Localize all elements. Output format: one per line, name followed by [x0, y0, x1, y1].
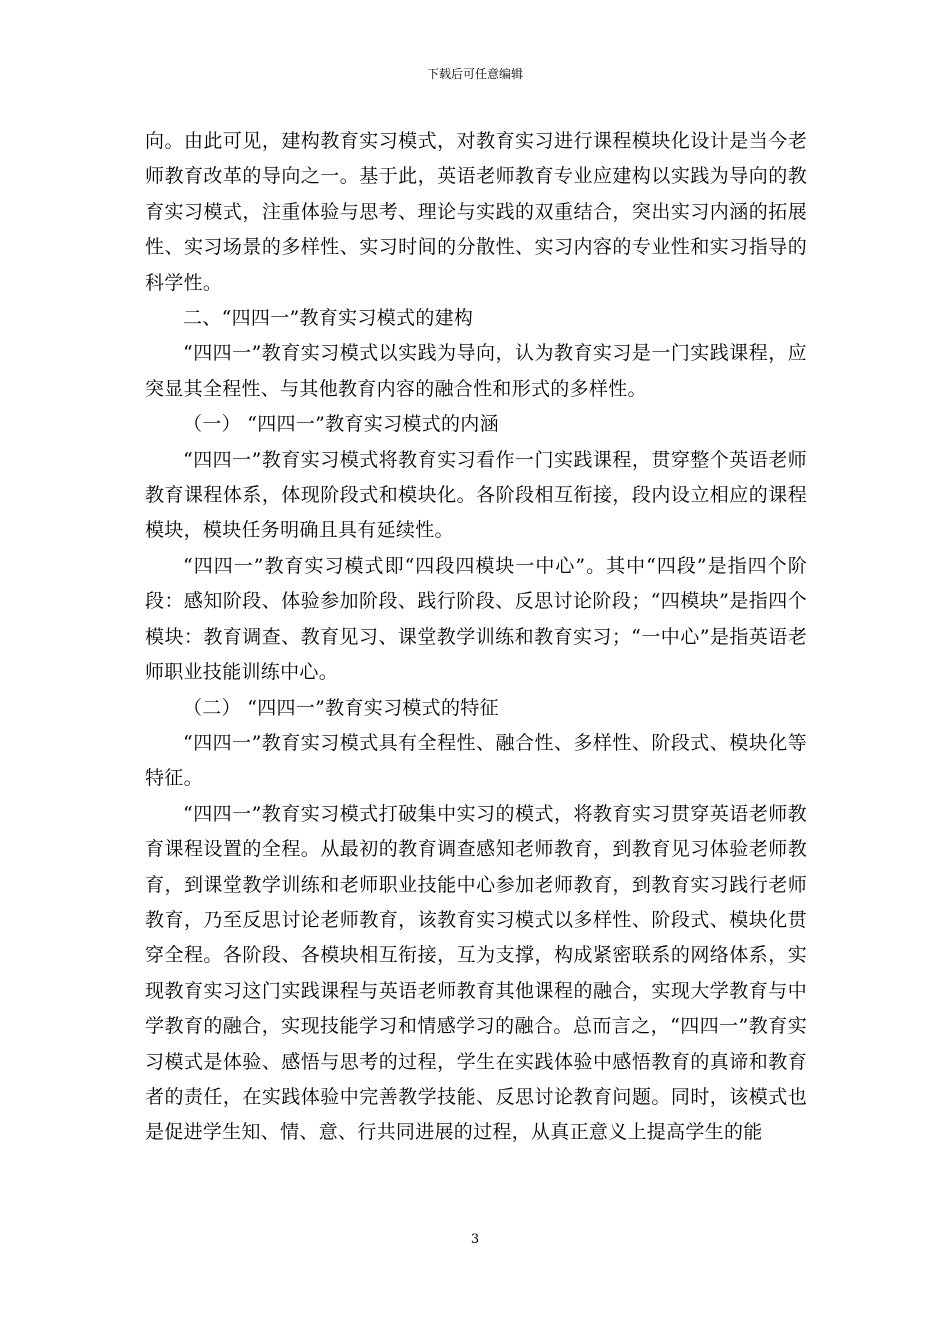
paragraph: “四四一”教育实习模式以实践为导向，认为教育实习是一门实践课程，应突显其全程性、与其他教育内容的融合性和形式的多样性。 [145, 342, 807, 400]
paragraph: “四四一”教育实习模式将教育实习看作一门实践课程，贯穿整个英语老师教育课程体系，体现阶段式和模块化。各阶段相互衔接，段内设立相应的课程模块，模块任务明确且具有延续性。 [145, 448, 807, 542]
subsection-heading-1: （一） “四四一”教育实习模式的内涵 [183, 413, 499, 436]
paragraph-continuation: 向。由此可见，建构教育实习模式，对教育实习进行课程模块化设计是当今老师教育改革的导向之一。基于此，英语老师教育专业应建构以实践为导向的教育实习模式，注重体验与思考、理论与实践的双重结合，突出实习内涵的拓展性、实习场景的多样性、实习时间的分散性、实习内容的专业性和实习指导的科学性。 [145, 130, 807, 294]
section-heading-2: 二、“四四一”教育实习模式的建构 [183, 307, 474, 330]
paragraph: “四四一”教育实习模式具有全程性、融合性、多样性、阶段式、模块化等特征。 [145, 731, 807, 790]
page-number: 3 [470, 1232, 480, 1247]
subsection-heading-2: （二） “四四一”教育实习模式的特征 [183, 696, 499, 719]
paragraph: “四四一”教育实习模式即“四段四模块一中心”。其中“四段”是指四个阶段：感知阶段、体验参加阶段、践行阶段、反思讨论阶段；“四模块”是指四个模块：教育调查、教育见习、课堂教学训练和教育实习；“一中心”是指英语老师职业技能训练中心。 [145, 554, 807, 684]
document-body [145, 124, 807, 1151]
page-header: 下载后可任意编辑 [426, 67, 523, 81]
paragraph: “四四一”教育实习模式打破集中实习的模式，将教育实习贯穿英语老师教育课程设置的全程。从最初的教育调查感知老师教育，到教育见习体验老师教育，到课堂教学训练和老师职业技能中心参加老师教育，到教育实习践行老师教育，乃至反思讨论老师教育，该教育实习模式以多样性、阶段式、模块化贯穿全程。各阶段、各模块相互衔接，互为支撑，构成紧密联系的网络体系，实现教育实习这门实践课程与英语老师教育其他课程的融合，实现大学教育与中学教育的融合，实现技能学习和情感学习的融合。总而言之，“四四一”教育实习模式是体验、感悟与思考的过程，学生在实践体验中感悟教育的真谛和教育者的责任，在实践体验中完善教学技能、反思讨论教育问题。同时，该模式也是促进学生知、情、意、行共同进展的过程，从真正意义上提高学生的能 [145, 802, 807, 1144]
